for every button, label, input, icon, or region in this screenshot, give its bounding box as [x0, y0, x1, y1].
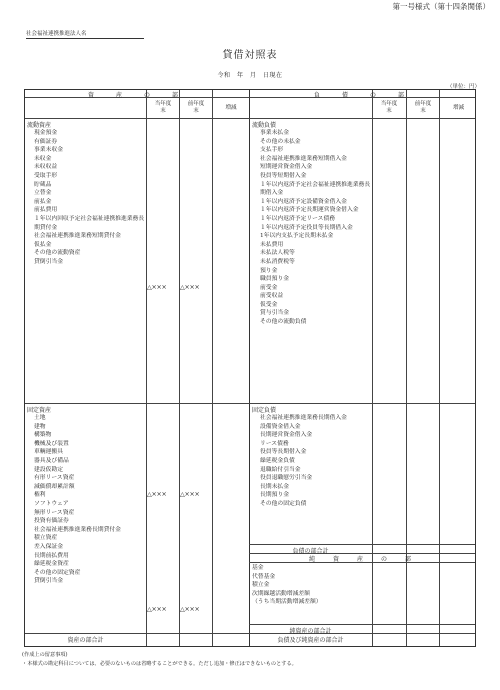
list-item: 事業未払金 — [260, 130, 289, 136]
list-item: 短期運営資金借入金 — [260, 164, 313, 171]
list-item: 事業未収金 — [34, 147, 63, 154]
list-item: 投資有価証券 — [34, 518, 69, 525]
col-change: 増減 — [225, 105, 237, 111]
net-assets-section-header: 純 資 産 の 部 — [308, 556, 417, 563]
list-item: 前払費用 — [34, 207, 58, 214]
assets-section-header: 資 産 の 部 — [87, 92, 186, 99]
net-assets-list — [252, 564, 371, 607]
list-item: 長期未払金 — [260, 483, 289, 490]
notes-line: ・本様式の勘定科目については、必要のないものは省略することができる。ただし追加・修正はできないものとする。 — [22, 661, 297, 667]
form-number: 第一号様式（第十四条関係） — [392, 2, 490, 11]
list-item: 建設仮勘定 — [34, 466, 63, 473]
fixed-assets-list — [34, 414, 146, 586]
list-item: 代替基金 — [252, 573, 276, 580]
list-item: 長期運営資金借入金 — [260, 432, 313, 439]
liabilities-total-label: 負債の部合計 — [292, 548, 329, 555]
list-item: 設備資金借入金 — [260, 423, 301, 430]
list-item: 車輌運搬具 — [34, 449, 63, 456]
list-item: 立替金 — [34, 190, 52, 197]
grid-line — [212, 90, 213, 646]
depreciation-prior-year-mark: △××× — [180, 491, 200, 498]
allowance-prior-year-mark: △××× — [180, 284, 200, 291]
list-item: 積立資産 — [34, 535, 58, 542]
list-item: 未払費用 — [260, 241, 284, 248]
grid-line — [179, 90, 180, 646]
list-item: 機械及び装置 — [34, 440, 69, 447]
list-item: 減価償却累計額 — [34, 483, 75, 490]
list-item: 前受収益 — [260, 293, 284, 300]
list-item: １年以内返済予定リース債務 — [260, 215, 336, 222]
list-item: 長期預り金 — [260, 492, 289, 499]
list-item: その他の固定資産 — [34, 569, 81, 576]
fixed-allowance-current-year-mark: △××× — [147, 606, 167, 613]
notes-heading: (作成上の留意事項) — [22, 652, 68, 658]
list-item: 預り金 — [260, 267, 278, 274]
list-item: 未収金 — [34, 155, 52, 162]
list-item: １年以内返済予定役員等長期借入金 — [260, 224, 353, 231]
list-item: 器具及び備品 — [34, 457, 69, 464]
list-item: 未払法人税等 — [260, 250, 295, 257]
fixed-allowance-prior-year-mark: △××× — [180, 606, 200, 613]
current-liabilities-heading: 流動負債 — [252, 122, 277, 129]
col-prior-year: 前年度末 — [187, 101, 205, 114]
list-item: 繰延税金負債 — [260, 457, 295, 464]
list-item: その他の流動資産 — [34, 250, 81, 257]
list-item: リース債務 — [260, 440, 289, 447]
assets-total-label: 資産の部合計 — [67, 637, 104, 644]
list-item: 建物 — [34, 423, 46, 430]
list-item: 社会福祉連携推進業務短期借入金 — [260, 155, 347, 162]
list-item: 前受金 — [260, 284, 278, 291]
list-item: （うち当期活動増減差額） — [252, 599, 322, 606]
list-item: 次期繰越活動増減差額 — [252, 590, 310, 597]
section-divider — [25, 403, 475, 404]
allowance-current-year-mark: △××× — [147, 284, 167, 291]
corporation-name-label: 社会福祉連携推進法人名 — [26, 29, 144, 39]
fixed-liabilities-heading: 固定負債 — [252, 407, 277, 414]
list-item: １年以内返済予定長期運営資金借入金 — [260, 207, 359, 214]
list-item: 役員等短期借入金 — [260, 172, 307, 179]
list-item: 積立金 — [252, 582, 270, 589]
list-item: 有価証券 — [34, 138, 58, 145]
list-item: その他の固定負債 — [260, 500, 307, 507]
notes — [22, 651, 297, 669]
net-assets-total-label: 純資産の部合計 — [289, 628, 332, 635]
list-item: 現金預金 — [34, 130, 58, 136]
fixed-assets-heading: 固定資産 — [27, 407, 52, 414]
list-item: 未収収益 — [34, 164, 58, 171]
page-title: 貸借対照表 — [222, 50, 278, 61]
list-item: 仮受金 — [260, 301, 278, 308]
list-item: 有形リース資産 — [34, 475, 75, 482]
list-item: 退職給付引当金 — [260, 466, 301, 473]
current-assets-list — [34, 129, 146, 267]
list-item: 支払手形 — [260, 147, 284, 154]
list-item: 貯蔵品 — [34, 181, 52, 188]
balance-sheet-table — [24, 89, 476, 647]
list-item: 貸倒引当金 — [34, 578, 63, 585]
list-item: 土地 — [34, 415, 46, 421]
col-current-year: 当年度末 — [380, 101, 398, 114]
list-item: 未払消費税等 — [260, 258, 295, 265]
list-item: 役員退職慰労引当金 — [260, 475, 313, 482]
unit-label: （単位：円） — [446, 84, 480, 90]
list-item: 1年以内支払予定長期未払金 — [260, 233, 334, 240]
list-item: 基金 — [252, 565, 264, 571]
list-item: 貸倒引当金 — [34, 258, 63, 265]
list-item: 無形リース資産 — [34, 509, 75, 516]
col-current-year: 当年度末 — [154, 101, 172, 114]
list-item: １年以内回収予定社会福祉連携推進業務長期貸付金 — [34, 215, 145, 231]
depreciation-current-year-mark: △××× — [147, 491, 167, 498]
date-line: 令和 年 月 日現在 — [217, 72, 283, 79]
column-header-divider — [25, 118, 475, 119]
list-item: その他の未払金 — [260, 138, 301, 145]
list-item: その他の流動負債 — [260, 319, 307, 326]
list-item: 社会福祉連携推進業務短期貸付金 — [34, 233, 121, 240]
list-item: 構築物 — [34, 432, 52, 439]
grand-total-label: 負債及び純資産の部合計 — [277, 637, 344, 644]
list-item: 社会福祉連携推進業務長期借入金 — [260, 415, 347, 421]
list-item: 社会福祉連携推進業務長期貸付金 — [34, 526, 121, 533]
grid-line — [146, 90, 147, 646]
current-liabilities-list — [260, 129, 371, 327]
list-item: 長期前払費用 — [34, 552, 69, 559]
list-item: １年以内返済予定社会福祉連携推進業務長期借入金 — [260, 181, 371, 197]
current-assets-heading: 流動資産 — [27, 122, 52, 129]
fixed-liabilities-list — [260, 414, 371, 509]
net-assets-total-line — [249, 624, 475, 625]
list-item: 仮払金 — [34, 241, 52, 248]
col-change: 増減 — [452, 105, 464, 111]
list-item: 差入保証金 — [34, 543, 63, 550]
liabilities-total-line — [249, 544, 475, 545]
list-item: 職員預り金 — [260, 276, 289, 283]
list-item: １年以内返済予定設備資金借入金 — [260, 198, 347, 205]
col-prior-year: 前年度末 — [414, 101, 432, 114]
list-item: 権利 — [34, 492, 46, 499]
list-item: 繰延税金資産 — [34, 561, 69, 568]
list-item: ソフトウェア — [34, 500, 69, 507]
list-item: 受取手形 — [34, 172, 58, 179]
list-item: 前払金 — [34, 198, 52, 205]
list-item: 役員等長期借入金 — [260, 449, 307, 456]
list-item: 賞与引当金 — [260, 310, 289, 317]
liabilities-section-header: 負 債 の 部 — [313, 92, 412, 99]
